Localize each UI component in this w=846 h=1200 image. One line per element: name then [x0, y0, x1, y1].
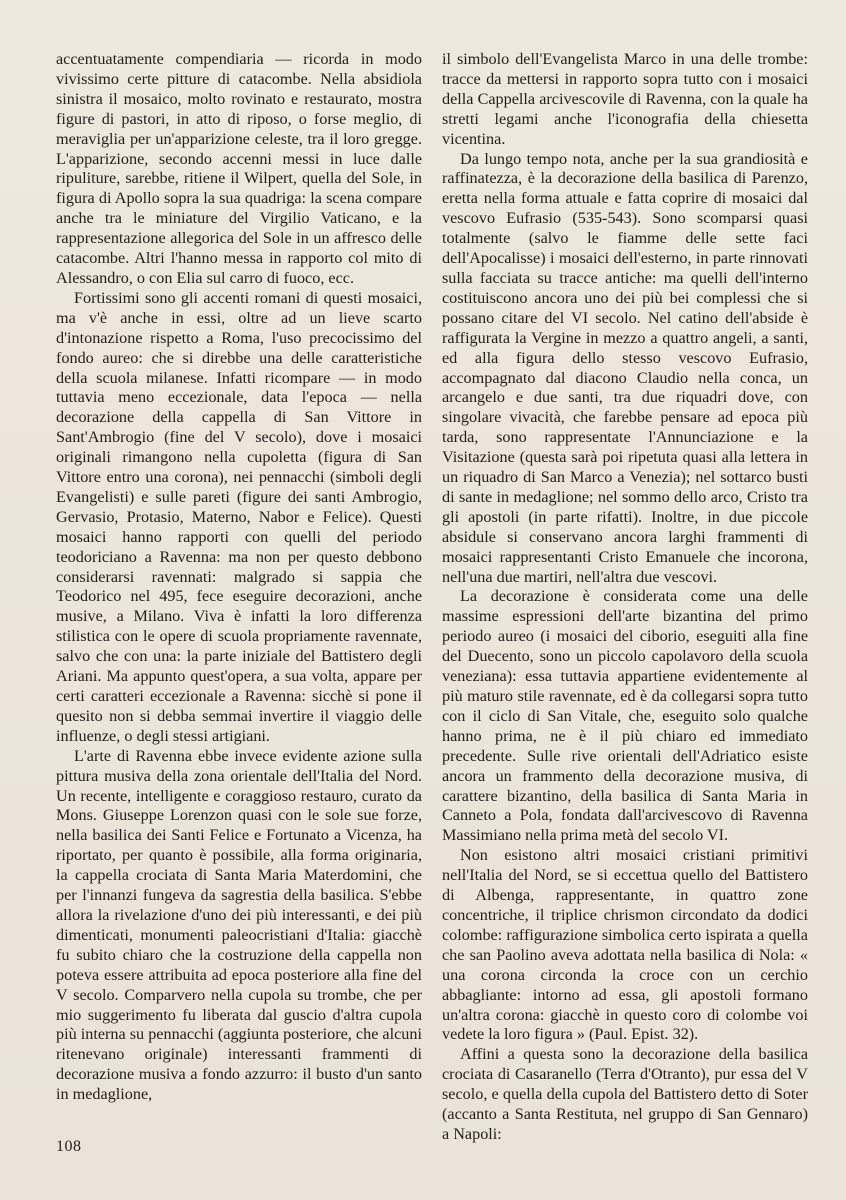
page-number: 108 — [56, 1138, 82, 1155]
paragraph: Non esistono altri mosaici cristiani primitivi nell'Italia del Nord, se si eccettua quello del Battistero di Albenga, rappresentante, in quattro zone concentriche, il triplice chrismon circondato da dodici colombe: raffigurazione simbolica certo ispirata a quella che san Paolino aveva adottata nella basilica di Nola: « una corona circonda la croce con un cerchio abbagliante: intorno ad essa, gli apostoli formano un'altra corona: giacchè in questo coro di colombe voi vedete la loro figura » (Paul. Epist. 32). — [442, 846, 808, 1044]
left-text-column — [56, 50, 422, 1105]
paragraph: Da lungo tempo nota, anche per la sua grandiosità e raffinatezza, è la decorazione della basilica di Parenzo, eretta nella forma attuale e fatta coprire di mosaici dal vescovo Eufrasio (535-543). Sono scomparsi quasi totalmente (salvo le fiamme delle sette faci dell'Apocalisse) i mosaici dell'esterno, in parte rinnovati sulla facciata su tracce antiche: ma quelli dell'interno costituiscono ancora uno dei più bei complessi che si possano citare del VI secolo. Nel catino dell'abside è raffigurata la Vergine in mezzo a quattro angeli, a santi, ed alla figura dello stesso vescovo Eufrasio, accompagnato dal diacono Claudio nella conca, un arcangelo e due santi, tra due riquadri dove, con singolare vivacità, che farebbe pensare ad epoca più tarda, sono rappresentate l'Annunciazione e la Visitazione (questa sarà poi ripetuta quasi alla lettera in un riquadro di San Marco a Venezia); nel sottarco busti di sante in medaglione; nel sommo dello arco, Cristo tra gli apostoli (in parte rifatti). Inoltre, in due piccole absidule si conservano ancora larghi frammenti di mosaici rappresentanti Cristo Emanuele che incorona, nell'una due martiri, nell'altra due vescovi. — [442, 149, 808, 586]
paragraph: Fortissimi sono gli accenti romani di questi mosaici, ma v'è anche in essi, oltre ad un lieve scarto d'intonazione rispetto a Roma, l'uso precocissimo del fondo aureo: che si direbbe una delle caratteristiche della scuola milanese. Infatti ricompare — in modo tuttavia meno eccezionale, data l'epoca — nella decorazione della cappella di San Vittore in Sant'Ambrogio (fine del V secolo), dove i mosaici originali rimangono nella cupoletta (figura di San Vittore entro una corona), nei pennacchi (simboli degli Evangelisti) e sulle pareti (figure dei santi Ambrogio, Gervasio, Protasio, Materno, Nabor e Felice). Questi mosaici hanno rapporti con quelli del periodo teodoriciano a Ravenna: ma non per questo debbono considerarsi ravennati: malgrado si sappia che Teodorico nel 495, fece eseguire decorazioni, anche musive, a Milano. Viva è infatti la loro differenza stilistica con le opere di scuola propriamente ravennate, salvo che con una: la parte iniziale del Battistero degli Ariani. Ma appunto quest'opera, a sua volta, appare per certi caratteri eccezionale a Ravenna: sicchè si pone il quesito non si debba semmai invertire il viaggio delle influenze, o degli stessi artigiani. — [56, 288, 422, 745]
paragraph: L'arte di Ravenna ebbe invece evidente azione sulla pittura musiva della zona orientale dell'Italia del Nord. Un recente, intelligente e coraggioso restauro, curato da Mons. Giuseppe Lorenzon quasi con le sole sue forze, nella basilica dei Santi Felice e Fortunato a Vicenza, ha riportato, per quanto è possibile, alla forma originaria, la cappella crociata di Santa Maria Materdomini, che per l'innanzi fungeva da sagrestia della basilica. S'ebbe allora la rivelazione d'uno dei più interessanti, e dei più dimenticati, monumenti paleocristiani d'Italia: giacchè fu subito chiaro che la costruzione della cappella non poteva essere attribuita ad epoca posteriore alla fine del V secolo. Comparvero nella cupola su trombe, che per mio suggerimento fu liberata dal guscio d'altra cupola più interna su pennacchi (aggiunta posteriore, che alcuni ritenevano originale) interessanti frammenti di decorazione musiva a fondo azzurro: il busto d'un santo in medaglione, — [56, 746, 422, 1104]
paragraph: La decorazione è considerata come una delle massime espressioni dell'arte bizantina del primo periodo aureo (i mosaici del ciborio, eseguiti alla fine del Duecento, sono un piccolo capolavoro della scuola veneziana): essa tuttavia appartiene evidentemente al più maturo stile ravennate, ed è da collegarsi sopra tutto con il ciclo di San Vitale, che, eseguito solo qualche hanno prima, ne è il più chiaro ed immediato precedente. Sulle rive orientali dell'Adriatico esiste ancora un frammento della decorazione musiva, di carattere bizantino, della basilica di Santa Maria in Canneto a Pola, fondata dall'arcivescovo di Ravenna Massimiano nella prima metà del secolo VI. — [442, 587, 808, 845]
right-text-column — [442, 50, 808, 1145]
paragraph: Affini a questa sono la decorazione della basilica crociata di Casaranello (Terra d'Otranto), pur essa del V secolo, e quella della cupola del Battistero detto di Soter (accanto a Santa Restituta, nel gruppo di San Gennaro) a Napoli: — [442, 1045, 808, 1143]
paragraph: il simbolo dell'Evangelista Marco in una delle trombe: tracce da mettersi in rapporto sopra tutto con i mosaici della Cappella arcivescovile di Ravenna, con la quale ha stretti legami anche l'iconografia della chiesetta vicentina. — [442, 50, 808, 148]
paragraph: accentuatamente compendiaria — ricorda in modo vivissimo certe pitture di catacombe. Nella absidiola sinistra il mosaico, molto rovinato e restaurato, mostra figure di pastori, in atto di riposo, o forse meglio, di meraviglia per un'apparizione celeste, tra il loro gregge. L'apparizione, secondo accenni messi in luce dalle ripuliture, sarebbe, ritiene il Wilpert, quella del Sole, in figura di Apollo sopra la sua quadriga: la scena compare anche tra le miniature del Virgilio Vaticano, e la rappresentazione allegorica del Sole in un affresco delle catacombe. Altri l'hanno messa in rapporto col mito di Alessandro, o con Elia sul carro di fuoco, ecc. — [56, 50, 422, 287]
